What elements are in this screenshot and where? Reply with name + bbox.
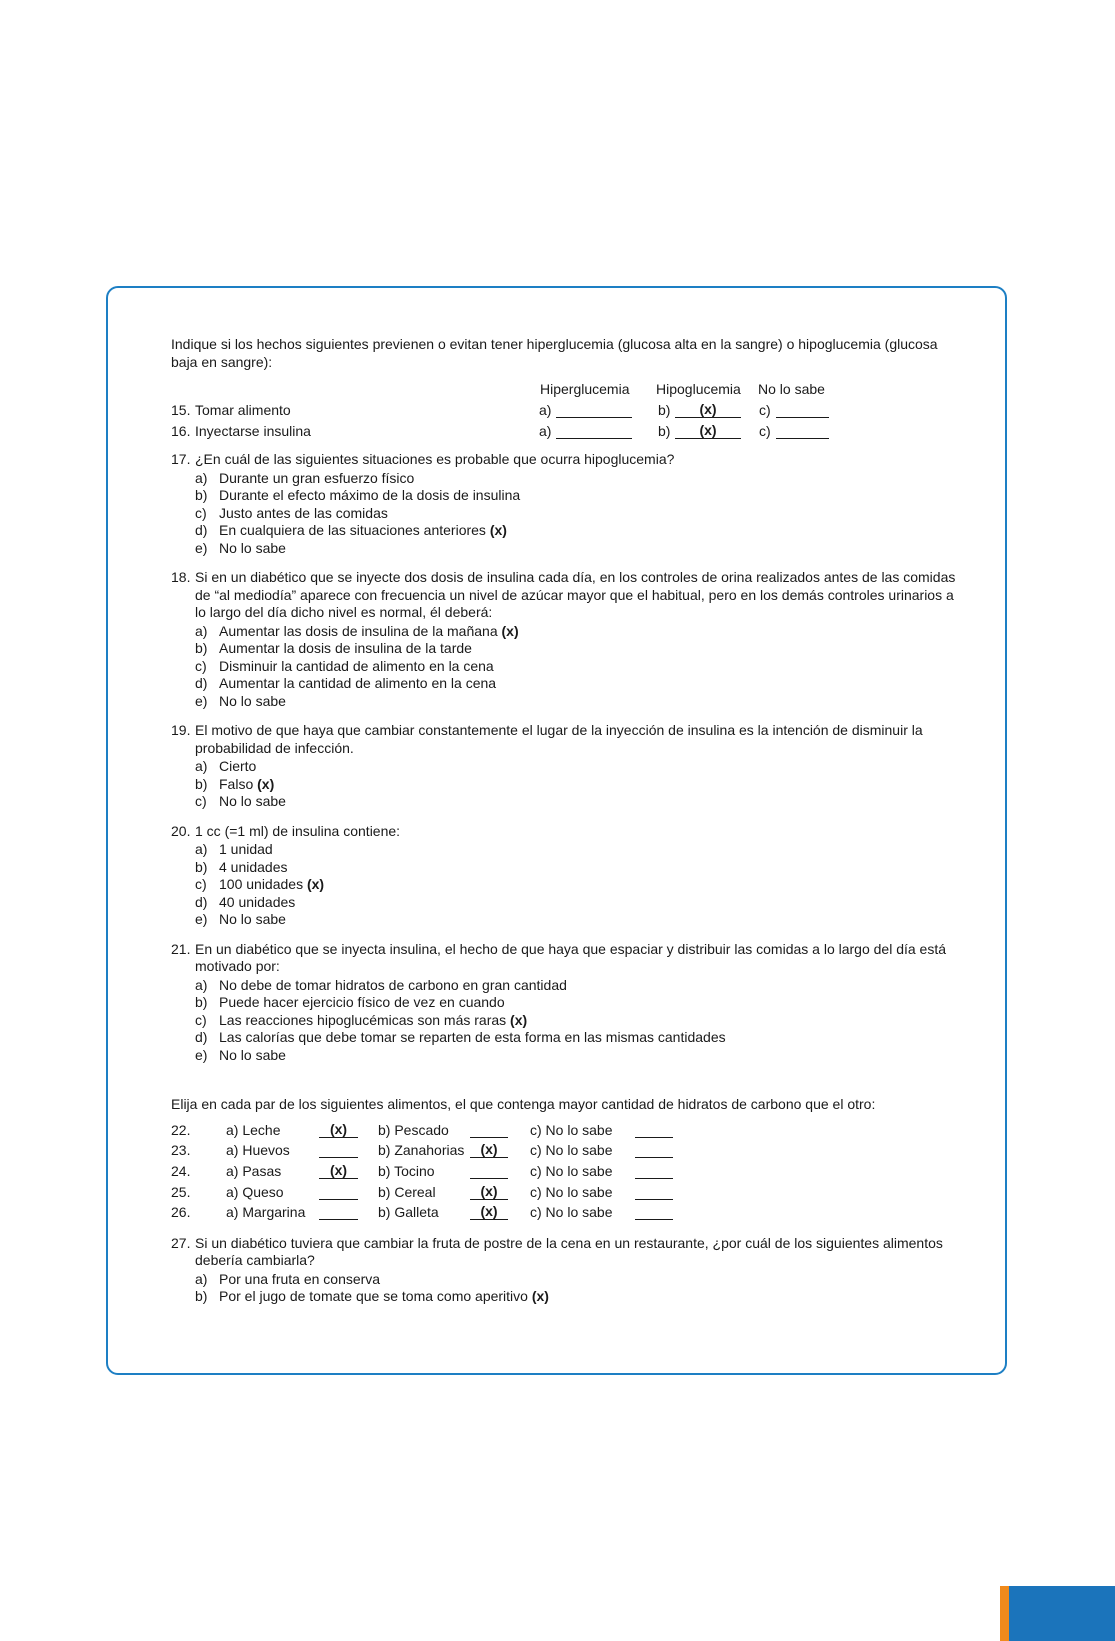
section-intro-pairs: Elija en cada par de los siguientes alimentos, el que contenga mayor cantidad de hidratos de carbono que el otro: [171,1096,876,1112]
answer-blank[interactable] [635,1142,673,1158]
option-letter: b) [195,994,208,1010]
answer-option[interactable] [195,1012,961,1030]
question-number: 23. [171,1142,191,1159]
answer-option[interactable] [195,470,961,488]
option-list [195,470,961,558]
option-text: Cierto [219,758,257,774]
question-text: 1 cc (=1 ml) de insulina contiene: [195,822,401,839]
option-text: Aumentar la cantidad de alimento en la cena [219,675,497,691]
question-27 [171,1235,961,1306]
option-letter: a) [195,841,208,857]
table-row [171,1120,961,1141]
option-text: Durante el efecto máximo de la dosis de insulina [219,487,521,503]
food-option: a) Queso [226,1183,284,1200]
food-option: b) Tocino [378,1162,435,1179]
option-text: No lo sabe [219,911,286,927]
food-option: a) Margarina [226,1204,306,1221]
food-option: b) Pescado [378,1121,449,1138]
food-option: b) Zanahorias [378,1142,465,1159]
option-letter: d) [195,675,208,691]
food-option: a) Pasas [226,1162,282,1179]
option-list [195,1271,961,1306]
answer-option[interactable] [195,675,961,693]
answer-option[interactable] [195,658,961,676]
question-text: Tomar alimento [195,402,291,418]
answer-option[interactable] [195,1029,961,1047]
question-number: 22. [171,1121,191,1138]
answer-blank[interactable] [776,402,829,418]
option-letter: a) [539,423,552,439]
option-letter: e) [195,692,208,709]
food-option: b) Galleta [378,1204,439,1221]
answer-blank[interactable] [635,1204,673,1220]
food-option: c) No lo sabe [530,1162,613,1179]
answer-blank[interactable]: (x) [470,1184,508,1200]
question-text: Inyectarse insulina [195,423,311,439]
answer-option[interactable] [195,1047,961,1065]
answer-option[interactable] [195,623,961,641]
answer-option[interactable] [195,793,961,811]
question [171,451,961,557]
question [171,1235,961,1306]
option-letter: a) [195,758,208,774]
table-row [171,1182,961,1203]
option-text: Puede hacer ejercicio físico de vez en cuando [219,994,505,1010]
selected-mark: (x) [501,622,519,639]
answer-option[interactable] [195,876,961,894]
option-letter: c) [195,1011,207,1028]
option-letter: c) [759,402,771,418]
food-option: a) Leche [226,1121,281,1138]
question-line [171,941,961,976]
table-row [171,1161,961,1182]
section-intro: Indique si los hechos siguientes previenen o evitan tener hiperglucemia (glucosa alta en la sangre) o hipoglucemia (glucosa baja en sangre): [171,336,938,370]
question-text: El motivo de que haya que cambiar constantemente el lugar de la inyección de insulina es la intención de disminuir la probabilidad de infección. [195,722,923,756]
option-list [195,841,961,929]
option-text: Las calorías que debe tomar se reparten de esta forma en las mismas cantidades [219,1029,726,1045]
question-number: 20. [171,822,191,839]
option-text: Aumentar la dosis de insulina de la tarde [219,640,472,656]
question-line [171,1235,961,1270]
selected-mark: (x) [489,522,507,538]
option-text: 40 unidades [219,893,296,910]
answer-option[interactable] [195,977,961,995]
answer-blank[interactable] [470,1163,508,1179]
selected-mark: (x) [531,1288,549,1305]
selected-mark: (x) [257,775,275,792]
question-number: 24. [171,1162,191,1179]
answer-option[interactable] [195,522,961,540]
option-text: No lo sabe [219,692,286,709]
food-option: c) No lo sabe [530,1121,613,1138]
answer-option[interactable] [195,859,961,877]
selected-mark: (x) [306,876,325,892]
question-number: 26. [171,1204,191,1221]
answer-blank[interactable] [635,1122,673,1138]
option-letter: d) [195,522,208,538]
question-number: 25. [171,1183,191,1200]
option-text: No lo sabe [219,1046,286,1063]
answer-option[interactable] [195,758,961,776]
option-letter: d) [195,1029,208,1045]
answer-option[interactable] [195,640,961,658]
option-text: No debe de tomar hidratos de carbono en gran cantidad [219,976,567,993]
answer-option[interactable] [195,776,961,794]
option-text: No lo sabe [219,539,286,556]
option-list [195,623,961,711]
option-text: No lo sabe [219,793,286,809]
question [171,569,961,710]
question-number: 15. [171,402,191,418]
table-row [171,1140,961,1161]
selected-mark: (x) [510,1011,528,1028]
option-text: 1 unidad [219,841,273,857]
food-option: a) Huevos [226,1142,290,1159]
question-line [171,569,961,622]
option-letter: c) [759,423,771,439]
question [171,722,961,811]
question-number: 17. [171,451,191,467]
answer-option[interactable] [195,487,961,505]
option-text: Justo antes de las comidas [219,504,388,521]
answer-blank[interactable]: (x) [319,1163,358,1179]
answer-option[interactable] [195,1271,961,1289]
question-line [171,823,961,841]
option-letter: a) [195,1270,208,1287]
option-letter: b) [195,487,208,503]
questionnaire-content [171,336,961,1306]
option-text: Las reacciones hipoglucémicas son más raras [219,1011,507,1028]
option-letter: b) [658,402,671,418]
answer-option[interactable] [195,994,961,1012]
option-letter: a) [195,469,208,486]
option-text: En cualquiera de las situaciones anteriores [219,522,486,538]
option-text: Disminuir la cantidad de alimento en la cena [219,657,494,674]
question [171,941,961,1065]
food-option: c) No lo sabe [530,1142,613,1159]
option-list [195,758,961,811]
header-hiperglucemia: Hiperglucemia [540,381,630,397]
option-letter: b) [195,640,208,656]
question-text: ¿En cuál de las siguientes situaciones es probable que ocurra hipoglucemia? [195,451,675,467]
table-row [171,1202,961,1223]
header-hipoglucemia: Hipoglucemia [656,381,741,397]
question-number: 16. [171,423,191,439]
option-text: Durante un gran esfuerzo físico [219,469,415,486]
question-line [171,722,961,757]
answer-option[interactable] [195,505,961,523]
answer-option[interactable] [195,693,961,711]
question-number: 18. [171,569,191,585]
option-text: Falso [219,775,254,792]
answer-option[interactable] [195,540,961,558]
table-row [171,400,961,421]
option-letter: b) [195,775,208,792]
option-letter: a) [195,622,208,639]
option-letter: c) [195,876,207,892]
answer-blank[interactable] [776,423,829,439]
option-letter: e) [195,1046,208,1063]
answer-blank[interactable] [556,423,632,439]
question-number: 21. [171,940,191,957]
answer-table-header [171,379,961,400]
option-letter: a) [539,402,552,418]
answer-blank[interactable]: (x) [470,1142,508,1158]
food-option: b) Cereal [378,1183,436,1200]
answer-option[interactable] [195,841,961,859]
answer-blank[interactable] [319,1142,358,1158]
answer-blank[interactable]: (x) [319,1122,358,1138]
answer-option[interactable] [195,911,961,929]
answer-blank[interactable] [635,1184,673,1200]
question-text: En un diabético que se inyecta insulina, el hecho de que haya que espaciar y distribuir las comidas a lo largo del día está motivado por: [195,940,947,974]
option-letter: a) [195,976,208,993]
question-line [171,451,961,469]
option-text: 4 unidades [219,858,288,875]
answer-blank[interactable] [635,1163,673,1179]
option-text: Por el jugo de tomate que se toma como aperitivo [219,1288,528,1305]
answer-blank[interactable]: (x) [470,1204,508,1220]
answer-option[interactable] [195,894,961,912]
table-row [171,421,961,442]
answer-blank[interactable]: (x) [675,423,741,439]
food-option: c) No lo sabe [530,1204,613,1221]
option-letter: b) [195,1288,208,1305]
answer-blank[interactable] [470,1122,508,1138]
option-letter: c) [195,793,207,809]
option-letter: b) [658,423,671,439]
corner-accent-blue [1009,1586,1115,1641]
answer-blank[interactable]: (x) [675,402,741,418]
option-letter: e) [195,539,208,556]
question-number: 19. [171,722,191,738]
answer-blank[interactable] [556,402,632,418]
option-text: Aumentar las dosis de insulina de la mañana [219,622,498,639]
option-letter: c) [195,504,207,521]
food-pair-list [171,1120,961,1223]
question-list [171,451,961,1064]
question-text: Si un diabético tuviera que cambiar la fruta de postre de la cena en un restaurante, ¿por cuál de los siguientes alimentos debería cambiarla? [195,1234,943,1269]
question-number: 27. [171,1234,191,1251]
option-letter: e) [195,911,208,927]
question-text: Si en un diabético que se inyecte dos dosis de insulina cada día, en los controles de orina realizados antes de las comidas de “al mediodía” aparece con frecuencia un nivel de azúcar mayor que el habitual, pero en los demás controles urinarios a lo largo del día dicho nivel es normal, él deberá: [195,569,956,620]
food-option: c) No lo sabe [530,1183,613,1200]
answer-option[interactable] [195,1288,961,1306]
option-list [195,977,961,1065]
header-no-lo-sabe: No lo sabe [758,381,825,397]
option-letter: c) [195,657,207,674]
option-text: Por una fruta en conserva [219,1270,381,1287]
option-letter: b) [195,858,208,875]
option-text: 100 unidades [219,876,304,892]
option-letter: d) [195,893,208,910]
question [171,823,961,929]
answer-blank[interactable] [319,1184,358,1200]
answer-blank[interactable] [319,1204,358,1220]
